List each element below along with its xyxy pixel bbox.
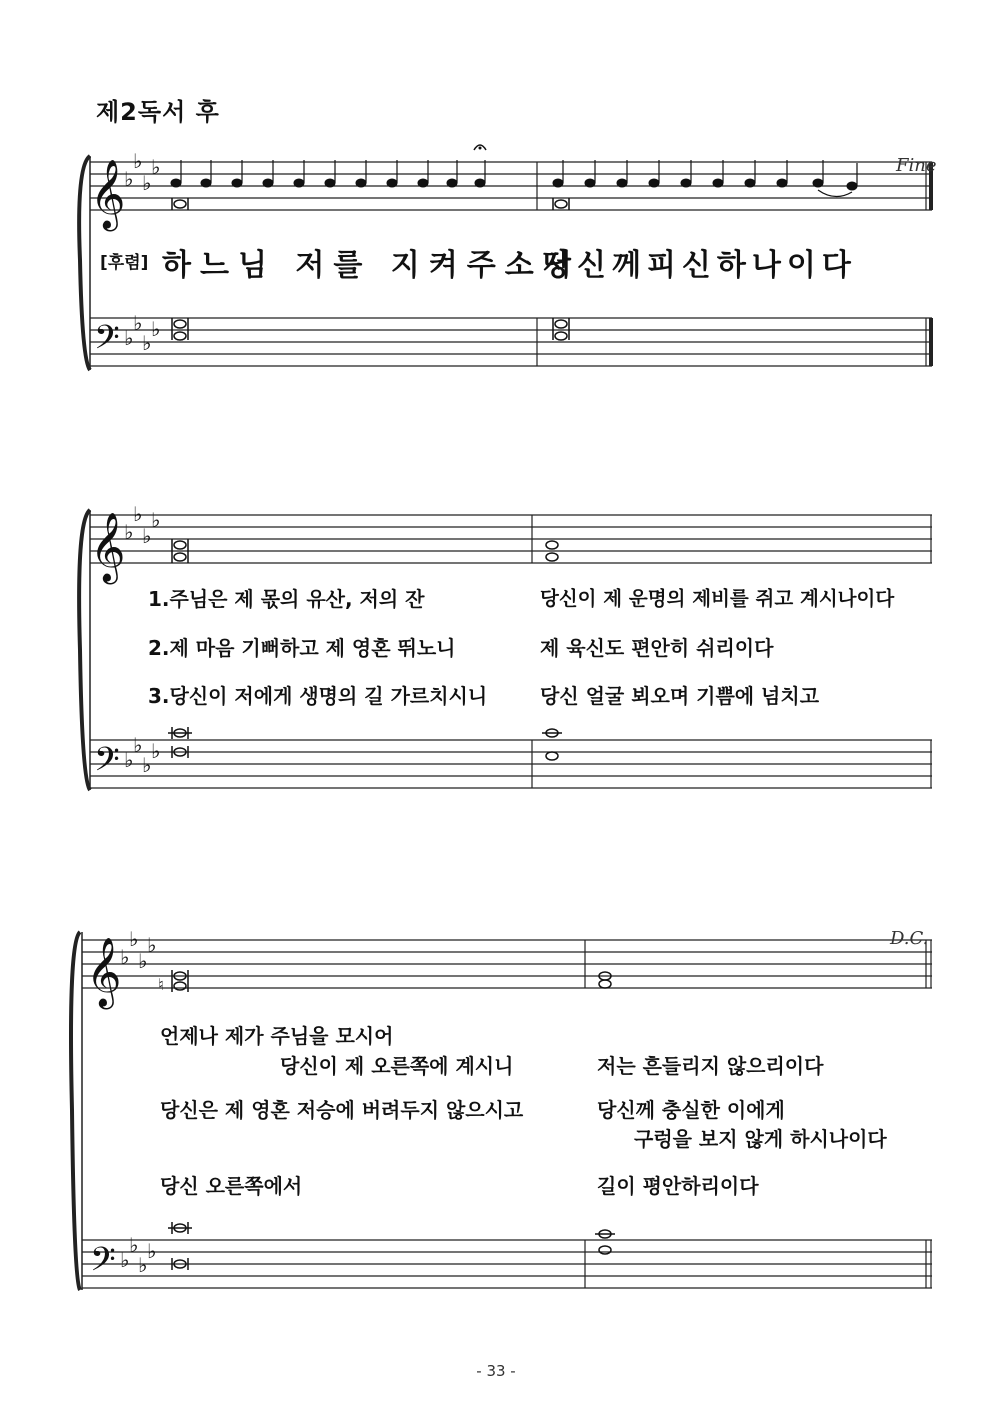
system-brace [79, 510, 90, 790]
s3-line2-c: 구렁을 보지 않게 하시나이다 [634, 1127, 887, 1151]
s3-line1-c: 저는 흔들리지 않으리이다 [597, 1054, 824, 1078]
svg-text:♭: ♭ [133, 502, 143, 526]
svg-text:♭: ♭ [142, 524, 152, 548]
svg-text:♭: ♭ [151, 508, 161, 532]
svg-text:♭: ♭ [138, 949, 148, 973]
refrain-tag: [후렴] [100, 253, 149, 273]
verse-1-b: 당신이 제 운명의 제비를 쥐고 계시나이다 [540, 587, 895, 610]
verse-3-a: 3.당신이 저에게 생명의 길 가르치시니 [148, 684, 488, 708]
dc-mark: D.C. [890, 928, 929, 949]
svg-text:♭: ♭ [142, 171, 152, 195]
key-signature-flats [120, 927, 156, 1277]
svg-text:♭: ♭ [120, 945, 130, 969]
s3-line2-b: 당신께 충실한 이에게 [597, 1098, 785, 1122]
svg-text:♭: ♭ [138, 1253, 148, 1277]
svg-text:♭: ♭ [133, 149, 143, 173]
s3-line3-a: 당신 오른쪽에서 [160, 1174, 303, 1198]
svg-text:♭: ♭ [129, 1233, 139, 1257]
s3-line2-a: 당신은 제 영혼 저승에 버려두지 않으시고 [160, 1098, 524, 1122]
svg-text:♭: ♭ [142, 331, 152, 355]
bass-clef-icon: 𝄢 [94, 741, 120, 787]
svg-text:♭: ♭ [147, 933, 157, 957]
bass-staff [90, 318, 932, 366]
svg-text:♭: ♭ [124, 326, 134, 350]
bass-clef-icon: 𝄢 [90, 1241, 116, 1287]
verse-2-a: 2.제 마음 기뻐하고 제 영혼 뛰노니 [148, 636, 456, 660]
fine-mark: Fine [896, 155, 937, 176]
refrain-lyric-b: 당신께피신하나이다 [542, 248, 857, 283]
treble-staff [90, 162, 932, 210]
treble-clef-icon: 𝄞 [90, 159, 126, 229]
refrain-lyric-a: 하느님 저를 지켜주소서 [162, 248, 581, 283]
treble-clef-icon: 𝄞 [86, 937, 122, 1007]
verse-2-b: 제 육신도 편안히 쉬리이다 [540, 636, 774, 660]
svg-text:♭: ♭ [120, 1248, 130, 1272]
svg-text:♭: ♭ [151, 155, 161, 179]
page-number: - 33 - [476, 1362, 516, 1380]
svg-text:♭: ♭ [129, 927, 139, 951]
svg-text:♭: ♭ [124, 748, 134, 772]
system-brace [79, 156, 90, 370]
page-title: 제2독서 후 [96, 98, 220, 126]
treble-breve-notes [172, 198, 569, 210]
svg-text:♭: ♭ [124, 520, 134, 544]
system-brace [71, 932, 80, 1290]
natural-sign-icon: ♮ [158, 975, 164, 994]
s3-line1-a: 언제나 제가 주님을 모시어 [160, 1024, 394, 1048]
bass-clef-icon: 𝄢 [94, 319, 120, 365]
svg-text:♭: ♭ [142, 753, 152, 777]
s3-line1-b: 당신이 제 오른쪽에 계시니 [280, 1054, 514, 1078]
svg-text:♭: ♭ [133, 733, 143, 757]
svg-text:♭: ♭ [124, 167, 134, 191]
svg-text:♭: ♭ [151, 739, 161, 763]
svg-text:♭: ♭ [147, 1239, 157, 1263]
bass-breve-notes [172, 318, 569, 340]
svg-text:♭: ♭ [151, 317, 161, 341]
slur [818, 190, 852, 197]
verse-1-a: 1.주님은 제 몫의 유산, 저의 잔 [148, 587, 425, 611]
treble-clef-icon: 𝄞 [90, 512, 126, 582]
svg-text:♭: ♭ [133, 311, 143, 335]
verse-3-b: 당신 얼굴 뵈오며 기쁨에 넘치고 [540, 684, 820, 708]
s3-line3-b: 길이 평안하리이다 [597, 1174, 759, 1198]
